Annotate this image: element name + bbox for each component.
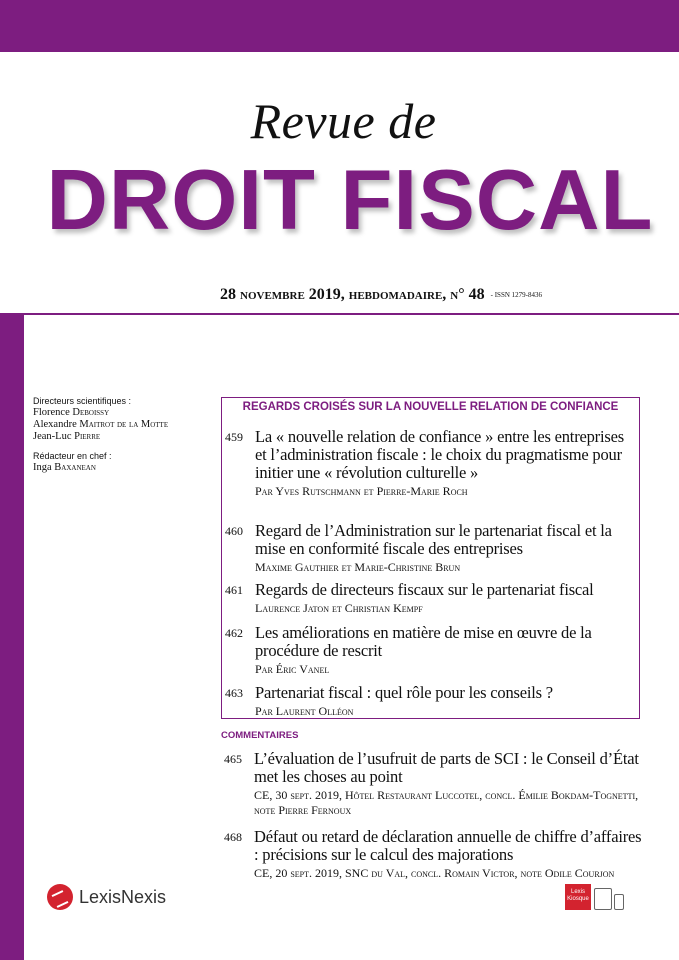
issn: - ISSN 1279-8436 — [490, 291, 542, 300]
lexis-kiosque-badge[interactable] — [565, 884, 624, 910]
director-name: Jean-Luc Pierre — [33, 431, 101, 442]
article-number: 468 — [224, 830, 242, 844]
director-name: Alexandre Maitrot de la Motte — [33, 419, 169, 430]
article-title: L’évaluation de l’usufruit de parts de SCI : le Conseil d’État met les choses au point — [254, 749, 639, 786]
article-number: 463 — [225, 686, 243, 700]
top-color-band — [0, 0, 679, 52]
editor-name: Inga Baxanean — [33, 462, 96, 473]
article-number: 460 — [225, 524, 243, 538]
article-item[interactable] — [225, 522, 637, 575]
director-name: Florence Deboissy — [33, 407, 110, 418]
article-authors: Maxime Gauthier et Marie-Christine Brun — [255, 560, 461, 574]
left-color-band — [0, 315, 24, 960]
phone-icon — [614, 894, 624, 910]
publisher-logo[interactable] — [47, 884, 166, 910]
feature-heading: REGARDS CROISÉS SUR LA NOUVELLE RELATION DE CONFIANCE — [242, 401, 619, 413]
article-title: Partenariat fiscal : quel rôle pour les conseils ? — [255, 683, 553, 702]
editor-label: Rédacteur en chef : — [33, 451, 112, 461]
article-title: Les améliorations en matière de mise en œuvre de la procédure de rescrit — [255, 623, 592, 660]
article-authors: CE, 30 sept. 2019, Hôtel Restaurant Luccotel, concl. Émilie Bokdam-Tognetti, note Pierre Fernoux — [254, 788, 639, 817]
article-authors: Laurence Jaton et Christian Kempf — [255, 601, 423, 615]
article-item[interactable] — [225, 624, 637, 677]
issue-date: 28 novembre 2019, hebdomadaire, n° 48 — [220, 286, 485, 303]
header-separator — [0, 313, 679, 315]
journal-title-line1: Revue de — [250, 93, 437, 149]
article-item[interactable] — [224, 828, 644, 881]
article-authors: CE, 20 sept. 2019, SNC du Val, concl. Romain Victor, note Odile Courjon — [254, 866, 615, 880]
article-title: Regards de directeurs fiscaux sur le partenariat fiscal — [255, 580, 594, 599]
directors-label: Directeurs scientifiques : — [33, 396, 132, 406]
journal-title-line2: DROIT FISCAL — [46, 153, 654, 248]
article-number: 461 — [225, 583, 243, 597]
article-title: La « nouvelle relation de confiance » entre les entreprises et l’administration fiscale : le choix du pragmatisme pour initier une « révolution culturelle » — [255, 427, 624, 482]
article-item[interactable] — [224, 750, 644, 818]
article-number: 462 — [225, 626, 243, 640]
publisher-name: LexisNexis — [79, 886, 167, 907]
article-item[interactable] — [225, 428, 637, 499]
article-number: 459 — [225, 430, 243, 444]
kiosque-label: Lexis Kiosque — [565, 884, 591, 910]
article-item[interactable] — [225, 581, 637, 616]
article-title: Défaut ou retard de déclaration annuelle de chiffre d’affaires : précisions sur le calcul des majorations — [254, 827, 642, 864]
article-authors: Par Laurent Olléon — [255, 704, 354, 718]
article-authors: Par Éric Vanel — [255, 662, 330, 676]
commentaires-heading: COMMENTAIRES — [221, 730, 299, 741]
feature-box — [221, 397, 640, 719]
article-item[interactable] — [225, 684, 637, 719]
issue-info — [220, 286, 542, 304]
article-title: Regard de l’Administration sur le partenariat fiscal et la mise en conformité fiscale des entreprises — [255, 521, 612, 558]
article-authors: Par Yves Rutschmann et Pierre-Marie Roch — [255, 484, 468, 498]
tablet-icon — [594, 888, 612, 910]
article-number: 465 — [224, 752, 242, 766]
lexisnexis-logo-icon — [47, 884, 73, 910]
editorial-board — [33, 395, 213, 474]
